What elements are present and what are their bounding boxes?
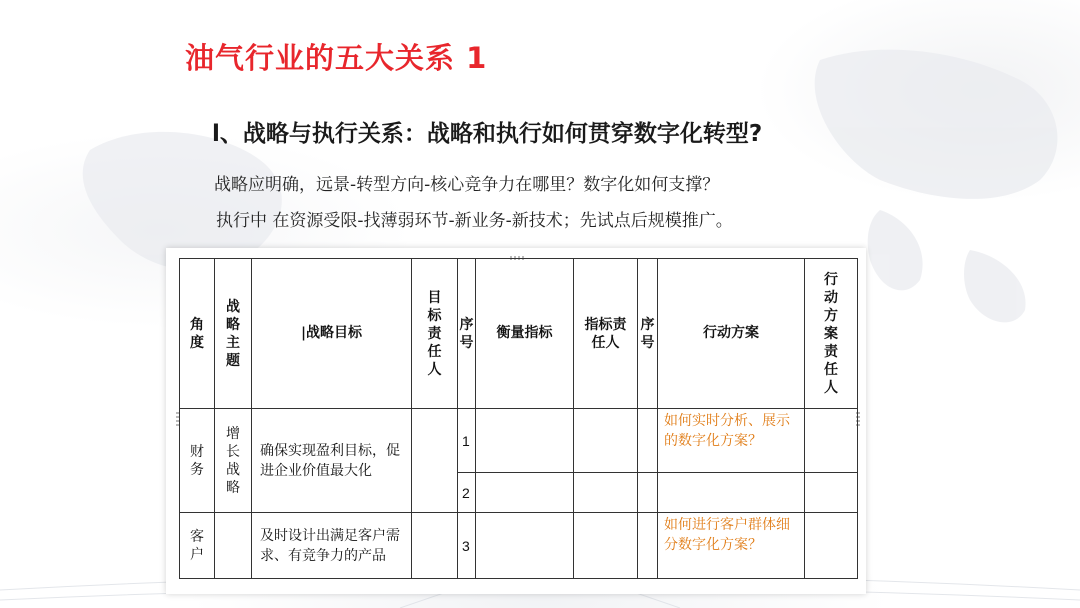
table-row xyxy=(180,513,858,579)
finance-seq-2-cell: 2 xyxy=(458,473,476,513)
header-goal-owner: 目标责任人 xyxy=(412,259,458,409)
customer-seq-cell: 3 xyxy=(458,513,476,579)
customer-goal-owner-cell xyxy=(412,513,458,579)
finance-action-cell: 如何实时分析、展示的数字化方案？ xyxy=(658,409,805,473)
finance-metric-2-cell xyxy=(476,473,574,513)
header-action: 行动方案 xyxy=(658,259,805,409)
header-seq-1: 序号 xyxy=(458,259,476,409)
finance-action-owner-1-cell xyxy=(805,409,858,473)
finance-seq-1-cell: 1 xyxy=(458,409,476,473)
header-goal: |战略目标 xyxy=(252,259,412,409)
customer-theme-cell xyxy=(215,513,252,579)
finance-metric-1-cell xyxy=(476,409,574,473)
strategy-table xyxy=(179,258,858,579)
customer-metric-owner-cell xyxy=(574,513,638,579)
finance-metric-owner-2-cell xyxy=(574,473,638,513)
body-line-strategy: 战略应明确，远景-转型方向-核心竞争力在哪里？数字化如何支撑？ xyxy=(214,175,720,195)
customer-action-owner-cell xyxy=(805,513,858,579)
finance-seq2-1-cell xyxy=(638,409,658,473)
header-metric: 衡量指标 xyxy=(476,259,574,409)
customer-angle-cell: 客户 xyxy=(180,513,215,579)
customer-metric-cell xyxy=(476,513,574,579)
finance-goal-cell: 确保实现盈利目标，促进企业价值最大化 xyxy=(252,409,412,513)
finance-action-2-cell xyxy=(658,473,805,513)
table-header-row xyxy=(180,259,858,409)
header-metric-owner: 指标责任人 xyxy=(574,259,638,409)
finance-action-owner-2-cell xyxy=(805,473,858,513)
finance-theme-cell: 增长战略 xyxy=(215,409,252,513)
header-action-owner: 行动方案责任人 xyxy=(805,259,858,409)
slide-title: 油气行业的五大关系 1 xyxy=(185,41,488,75)
customer-goal-cell: 及时设计出满足客户需求、有竞争力的产品 xyxy=(252,513,412,579)
finance-angle-cell: 财务 xyxy=(180,409,215,513)
finance-goal-owner-cell xyxy=(412,409,458,513)
customer-seq2-cell xyxy=(638,513,658,579)
header-angle: 角度 xyxy=(180,259,215,409)
finance-metric-owner-1-cell xyxy=(574,409,638,473)
finance-seq2-2-cell xyxy=(638,473,658,513)
customer-action-cell: 如何进行客户群体细分数字化方案？ xyxy=(658,513,805,579)
body-line-execution: 执行中 在资源受限-找薄弱环节-新业务-新技术；先试点后规模推广。 xyxy=(216,211,733,231)
slide-subtitle: l、战略与执行关系：战略和执行如何贯穿数字化转型? xyxy=(212,121,763,147)
header-theme: 战略主题 xyxy=(215,259,252,409)
table-row xyxy=(180,409,858,473)
header-seq-2: 序号 xyxy=(638,259,658,409)
